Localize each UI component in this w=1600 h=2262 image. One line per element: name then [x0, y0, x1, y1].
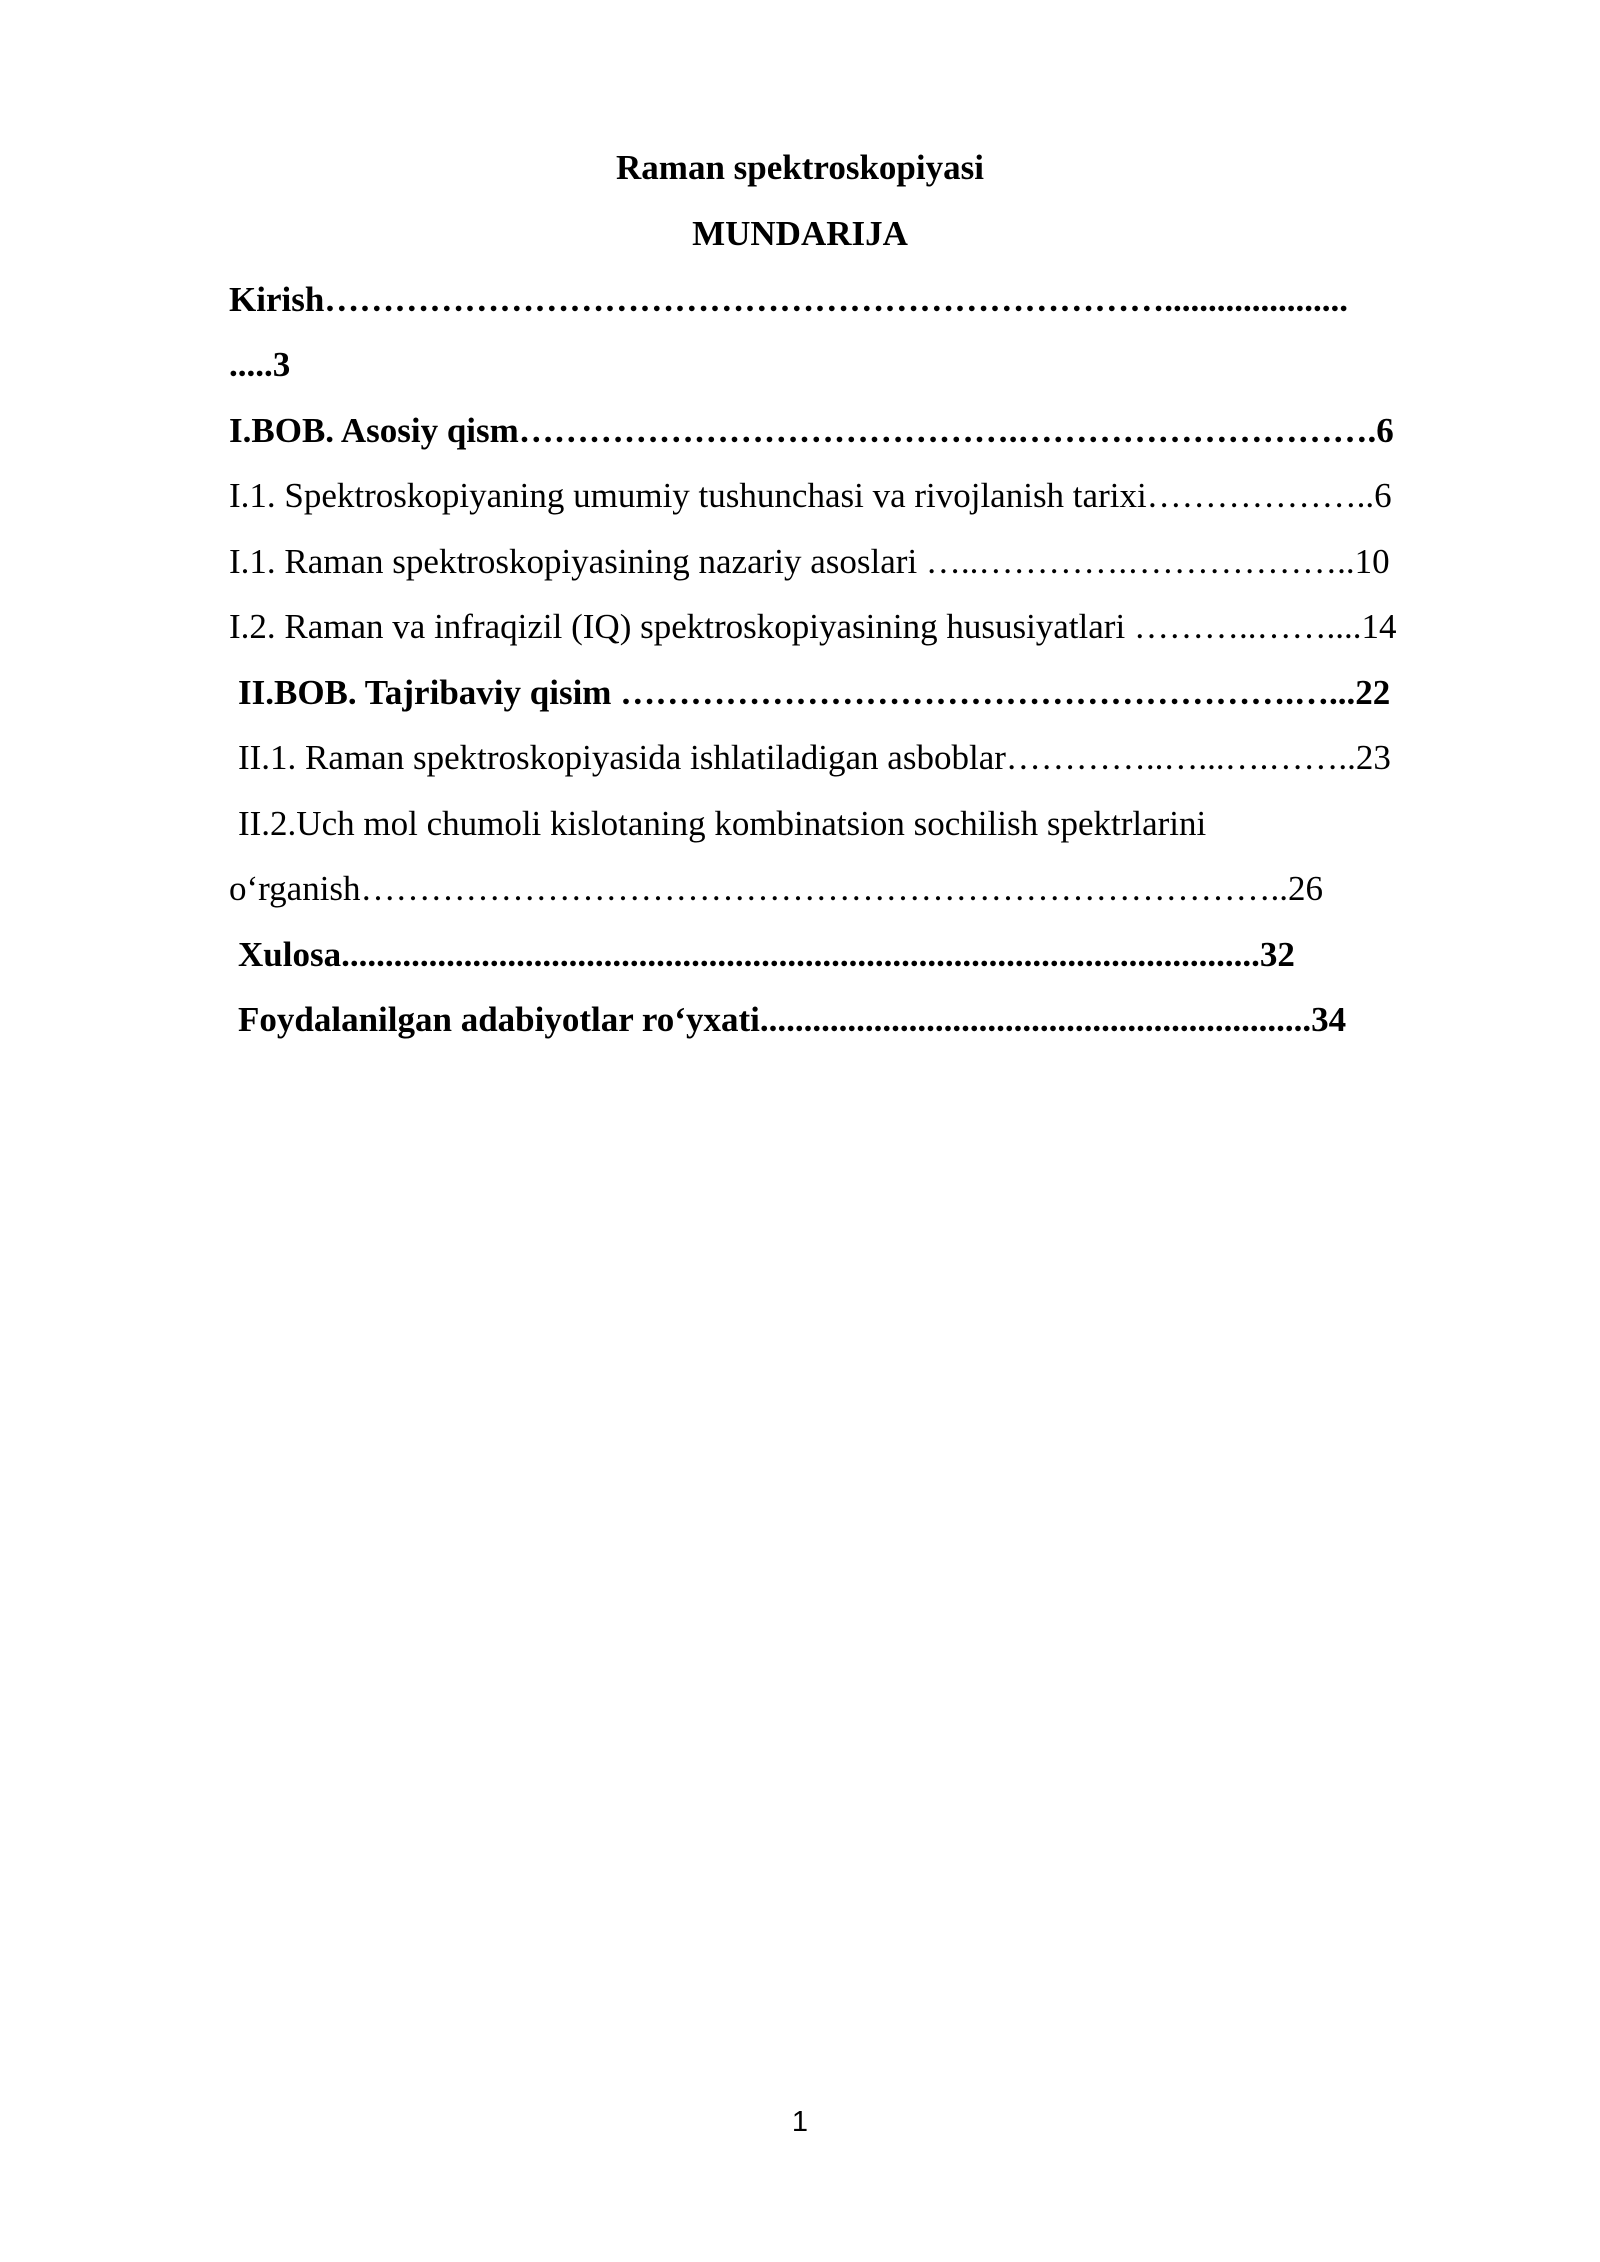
page-number: 1: [791, 2106, 809, 2138]
toc-entry-xulosa: Xulosa.........................................................................................................32: [238, 935, 1295, 974]
toc-entry-references: Foydalanilgan adabiyotlar ro‘yxati...............................................................34: [238, 1000, 1347, 1039]
toc-entry-chapter-2: II.BOB. Tajribaviy qisim ………………………………………………….…...22: [238, 673, 1391, 712]
toc-entry-chapter-1: I.BOB. Asosiy qism…………………………………….………………………….6: [229, 411, 1394, 450]
toc-entry-section-2-1: II.1. Raman spektroskopiyasida ishlatiladigan asboblar…………..…...….……..23: [238, 738, 1391, 777]
document-title: Raman spektroskopiyasi: [616, 148, 984, 187]
toc-heading: MUNDARIJA: [692, 214, 908, 253]
toc-entry-section-1-1b: I.1. Raman spektroskopiyasining nazariy asoslari …..………….………………..10: [229, 542, 1390, 581]
toc-entry-kirish-page: .....3: [229, 345, 291, 384]
toc-entry-section-2-2-cont: o‘rganish……………………………………………………………………..26: [229, 869, 1324, 908]
toc-entry-section-1-2: I.2. Raman va infraqizil (IQ) spektroskopiyasining hususiyatlari ………..……....14: [229, 607, 1397, 646]
toc-entry-section-1-1: I.1. Spektroskopiyaning umumiy tushunchasi va rivojlanish tarixi………………..6: [229, 476, 1392, 515]
toc-entry-section-2-2: II.2.Uch mol chumoli kislotaning kombinatsion sochilish spektrlarini: [238, 804, 1207, 843]
toc-entry-kirish: Kirish……………………………………………………………….....................: [229, 280, 1349, 319]
